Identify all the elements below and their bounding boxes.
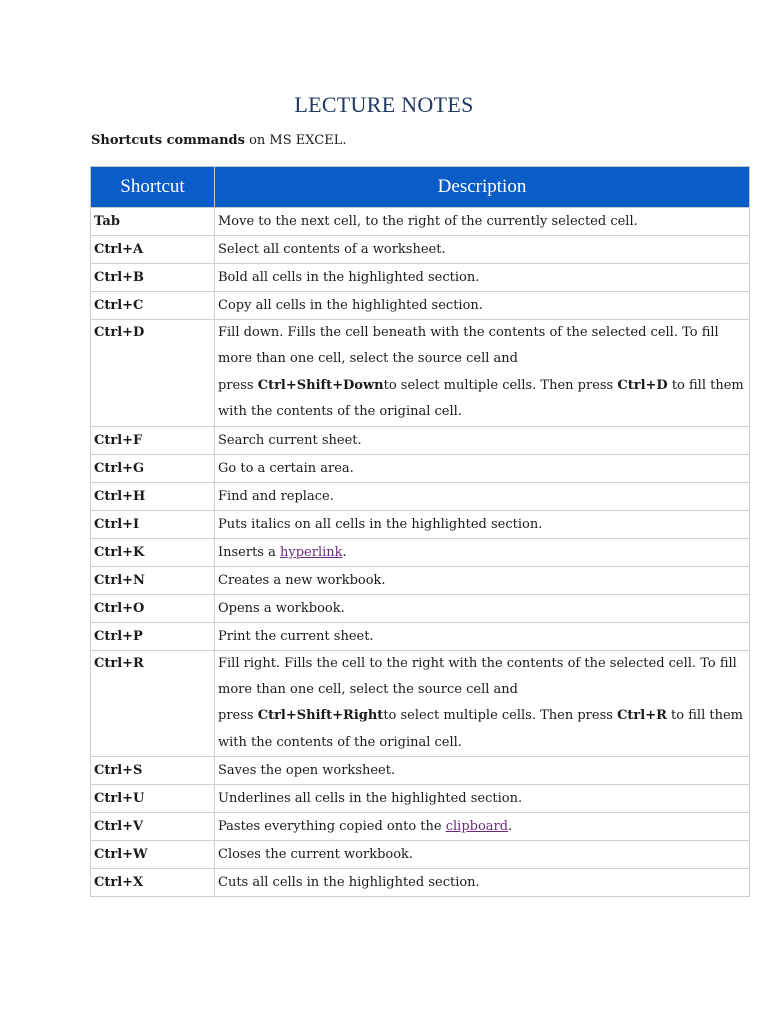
description-text: Move to the next cell, to the right of the currently selected cell. (218, 214, 638, 229)
description-text: Puts italics on all cells in the highlighted section. (218, 516, 543, 532)
description-text: Search current sheet. (218, 432, 362, 448)
table-row (91, 785, 750, 813)
shortcut-key: Ctrl+X (91, 869, 215, 897)
table-row (91, 208, 750, 236)
table-row (91, 594, 750, 622)
description-link[interactable]: clipboard (445, 819, 509, 835)
description-key-text: Ctrl+Shift+Down (257, 377, 384, 393)
table-row (91, 813, 750, 841)
table-row (91, 650, 750, 757)
shortcut-description (215, 264, 750, 292)
shortcut-key: Ctrl+N (91, 566, 215, 594)
shortcut-key: Ctrl+D (91, 320, 215, 427)
table-row (91, 757, 750, 785)
description-text: Closes the current workbook. (218, 847, 414, 863)
shortcut-description (215, 208, 750, 236)
description-text: Copy all cells in the highlighted section. (218, 298, 483, 313)
description-text: Bold all cells in the highlighted section. (218, 270, 480, 285)
table-row (91, 454, 750, 482)
description-text: to fill them with the contents of the original cell. (218, 377, 744, 420)
shortcut-description (215, 757, 750, 785)
description-text: . (508, 819, 513, 835)
shortcut-description (215, 622, 750, 650)
shortcut-key: Ctrl+B (91, 264, 215, 292)
table-row (91, 869, 750, 897)
intro-bold-text: Shortcuts commands (91, 133, 245, 148)
shortcut-key: Ctrl+R (91, 650, 215, 757)
table-row (91, 264, 750, 292)
shortcut-key: Ctrl+U (91, 785, 215, 813)
description-text: to fill them with the contents of the original cell. (218, 708, 743, 750)
description-text: . (342, 544, 347, 560)
shortcut-description (215, 292, 750, 320)
table-row (91, 292, 750, 320)
shortcut-description (215, 650, 750, 757)
shortcut-description (215, 594, 750, 622)
table-row (91, 482, 750, 510)
description-key-text: Ctrl+R (617, 708, 667, 724)
table-row (91, 566, 750, 594)
shortcut-key: Ctrl+W (91, 841, 215, 869)
description-text: Fill right. Fills the cell to the right with the contents of the selected cell. To fill more than one cell, select the source cell and (218, 655, 737, 698)
description-text: Select all contents of a worksheet. (218, 242, 446, 257)
shortcut-description (215, 320, 750, 427)
description-text: Underlines all cells in the highlighted section. (218, 791, 523, 807)
shortcut-description (215, 869, 750, 897)
shortcuts-table (90, 166, 750, 897)
description-key-text: Ctrl+D (617, 377, 668, 393)
table-row (91, 510, 750, 538)
description-text: Opens a workbook. (218, 600, 345, 616)
shortcut-description (215, 813, 750, 841)
shortcut-key: Ctrl+O (91, 594, 215, 622)
table-body (91, 208, 750, 897)
header-shortcut: Shortcut (91, 167, 215, 208)
description-text: Fill down. Fills the cell beneath with the contents of the selected cell. To fill more than one cell, select the source cell and (218, 325, 719, 367)
description-text: press (218, 708, 258, 724)
description-text: Pastes everything copied onto the (218, 819, 446, 835)
shortcut-key: Ctrl+G (91, 454, 215, 482)
table-row (91, 320, 750, 427)
table-row (91, 841, 750, 869)
shortcut-key: Ctrl+K (91, 538, 215, 566)
shortcut-description (215, 454, 750, 482)
header-description: Description (215, 167, 750, 208)
description-key-text: Ctrl+Shift+Right (257, 708, 384, 724)
description-text: Print the current sheet. (218, 628, 374, 644)
description-text: Creates a new workbook. (218, 572, 386, 588)
table-row (91, 236, 750, 264)
shortcut-description (215, 538, 750, 566)
shortcut-description (215, 785, 750, 813)
description-text: to select multiple cells. Then press (383, 708, 618, 724)
description-text: press (218, 377, 258, 393)
shortcut-key: Ctrl+C (91, 292, 215, 320)
description-text: Inserts a (218, 544, 280, 560)
description-text: Cuts all cells in the highlighted section. (218, 875, 480, 891)
shortcut-description (215, 566, 750, 594)
description-link[interactable]: hyperlink (280, 544, 343, 560)
intro-line (91, 133, 347, 148)
shortcut-key: Ctrl+V (91, 813, 215, 841)
shortcut-key: Ctrl+A (91, 236, 215, 264)
shortcut-key: Ctrl+H (91, 482, 215, 510)
shortcut-key: Ctrl+S (91, 757, 215, 785)
shortcut-key: Ctrl+F (91, 426, 215, 454)
table-row (91, 622, 750, 650)
intro-rest-text: on MS EXCEL. (244, 133, 347, 148)
shortcut-description (215, 482, 750, 510)
table-header-row (91, 167, 750, 208)
shortcut-key: Ctrl+I (91, 510, 215, 538)
description-text: Go to a certain area. (218, 460, 354, 476)
table-row (91, 538, 750, 566)
shortcut-key: Tab (91, 208, 215, 236)
shortcut-key: Ctrl+P (91, 622, 215, 650)
page-title: LECTURE NOTES (294, 92, 474, 117)
description-text: Find and replace. (218, 488, 334, 504)
shortcut-description (215, 510, 750, 538)
description-text: Saves the open worksheet. (218, 763, 396, 779)
shortcut-description (215, 426, 750, 454)
description-text: to select multiple cells. Then press (383, 377, 618, 393)
shortcut-description (215, 236, 750, 264)
table-row (91, 426, 750, 454)
shortcut-description (215, 841, 750, 869)
